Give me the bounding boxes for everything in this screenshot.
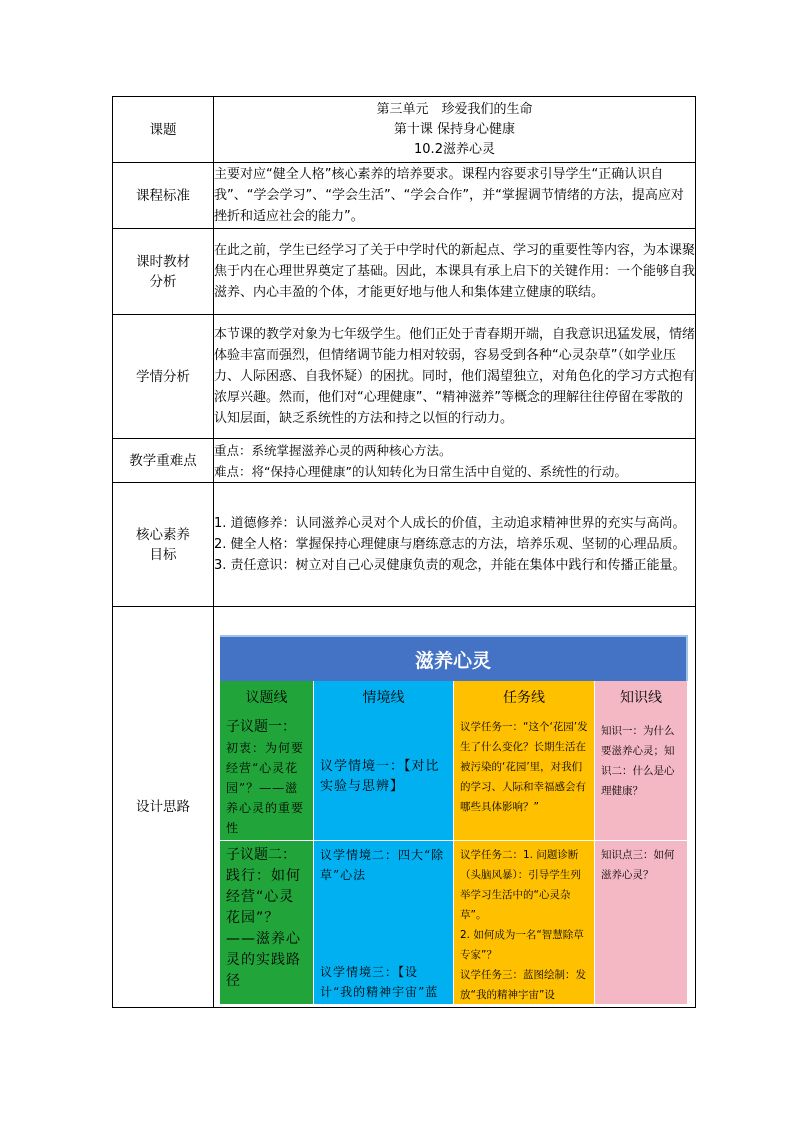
sub-issue-2-body: 践行：如何经营“心灵花园”？——滋养心灵的实践路径 xyxy=(226,868,301,989)
label-material-line1: 课时教材 xyxy=(136,253,190,270)
key-point: 重点：系统掌握滋养心灵的两种核心方法。 xyxy=(214,442,452,458)
design-banner: 滋养心灵 xyxy=(220,635,688,681)
label-literacy xyxy=(113,483,214,607)
situation-1-text: 议学情境一：【对比实验与思辨】 xyxy=(320,758,440,794)
label-keypoints: 教学重难点 xyxy=(113,439,214,483)
literacy-item-3: 3. 责任意识：树立对自己心灵健康负责的观念，并能在集体中践行和传播正能量。 xyxy=(214,558,686,573)
label-standard: 课程标准 xyxy=(113,163,214,229)
design-column-headers xyxy=(220,681,688,713)
sub-issue-2-title: 子议题二： xyxy=(226,847,296,863)
sub-issue-1-body: 初衷：为何要经营“心灵花园”？——滋养心灵的重要性 xyxy=(226,741,305,835)
label-design: 设计思路 xyxy=(113,607,214,1008)
header-task-line: 任务线 xyxy=(454,681,595,713)
label-literacy-line1: 核心素养 xyxy=(136,526,190,543)
label-students: 学情分析 xyxy=(113,315,214,439)
header-issue-line: 议题线 xyxy=(220,681,314,713)
knowledge-3-text: 知识点三：如何滋养心灵？ xyxy=(601,849,675,881)
situation-3-text: 议学情境三：【设计“我的精神宇宙”蓝 xyxy=(320,965,439,999)
section-title: 10.2滋养心灵 xyxy=(414,141,495,157)
lesson-plan-table xyxy=(112,96,696,1008)
situation-1 xyxy=(314,713,454,841)
lesson-title: 第十课 保持身心健康 xyxy=(393,121,516,137)
label-topic: 课题 xyxy=(113,97,214,163)
task-3-text: 议学任务三：蓝图绘制：发放“我的精神宇宙”设 xyxy=(460,969,586,1001)
material-text: 在此之前，学生已经学习了关于中学时代的新起点、学习的重要性等内容，为本课聚焦于内在心理世界奠定了基础。因此，本课具有承上启下的关键作用：一个能够自我滋养、内心丰盈的个体，才能更好地与他人和集体建立健康的联结。 xyxy=(214,229,696,315)
knowledge-1 xyxy=(595,713,688,841)
row-students xyxy=(113,315,696,439)
row-design xyxy=(113,607,696,1008)
task-1 xyxy=(454,713,595,841)
design-wrapper xyxy=(214,607,695,1007)
difficult-point: 难点：将“保持心理健康”的认知转化为日常生活中自觉的、系统性的行动。 xyxy=(214,463,627,479)
label-material-line2: 分析 xyxy=(149,273,177,290)
design-row-2 xyxy=(220,841,688,1005)
literacy-item-2: 2. 健全人格：掌握保持心理健康与磨练意志的方法，培养乐观、坚韧的心理品质。 xyxy=(214,537,686,552)
situation-2-text: 议学情境二：四大“除草”心法 xyxy=(320,848,445,882)
task-1-text: 议学任务一：“这个‘花园’发生了什么变化？长期生活在被污染的‘花园’里，对我们的学习、人际和幸福感会有哪些具体影响？” xyxy=(460,721,588,813)
literacy-item-1: 1. 道德修养：认同滋养心灵对个人成长的价值，主动追求精神世界的充实与高尚。 xyxy=(214,516,686,531)
header-situation-line: 情境线 xyxy=(314,681,454,713)
row-standard xyxy=(113,163,696,229)
sub-issue-2 xyxy=(220,841,314,1005)
row-material xyxy=(113,229,696,315)
situation-2-3 xyxy=(314,841,454,1005)
row-keypoints xyxy=(113,439,696,483)
header-knowledge-line: 知识线 xyxy=(595,681,688,713)
label-material xyxy=(113,229,214,315)
design-cell xyxy=(214,607,696,1008)
topic-content xyxy=(214,97,696,163)
task-2-3 xyxy=(454,841,595,1005)
design-diagram xyxy=(220,635,688,1005)
keypoints-content xyxy=(214,439,696,483)
task-2-part-b: 2. 如何成为一名“智慧除草专家”？ xyxy=(460,929,584,961)
task-2-part-a: 议学任务二：1. 问题诊断（头脑风暴）：引导学生列举学习生活中的“心灵杂草”。 xyxy=(460,849,581,921)
sub-issue-1 xyxy=(220,713,314,841)
row-topic xyxy=(113,97,696,163)
label-literacy-line2: 目标 xyxy=(149,546,177,563)
students-text: 本节课的教学对象为七年级学生。他们正处于青春期开端，自我意识迅猛发展，情绪体验丰富而强烈，但情绪调节能力相对较弱，容易受到各种“心灵杂草”（如学业压力、人际困惑、自我怀疑）的困扰。同时，他们渴望独立，对角色化的学习方式抱有浓厚兴趣。然而，他们对“心理健康”、“精神滋养”等概念的理解往往停留在零散的认知层面，缺乏系统性的方法和持之以恒的行动力。 xyxy=(214,315,696,439)
literacy-content xyxy=(214,483,696,607)
row-literacy xyxy=(113,483,696,607)
standard-text: 主要对应“健全人格”核心素养的培养要求。课程内容要求引导学生“正确认识自我”、“学会学习”、“学会生活”、“学会合作”，并“掌握调节情绪的方法，提高应对挫折和适应社会的能力”。 xyxy=(214,163,696,229)
design-row-1 xyxy=(220,713,688,841)
knowledge-1-text: 知识一：为什么要滋养心灵；知识二：什么是心理健康？ xyxy=(601,725,675,797)
sub-issue-1-title: 子议题一： xyxy=(226,719,296,735)
knowledge-3 xyxy=(595,841,688,1005)
unit-title: 第三单元 珍爱我们的生命 xyxy=(376,101,533,117)
